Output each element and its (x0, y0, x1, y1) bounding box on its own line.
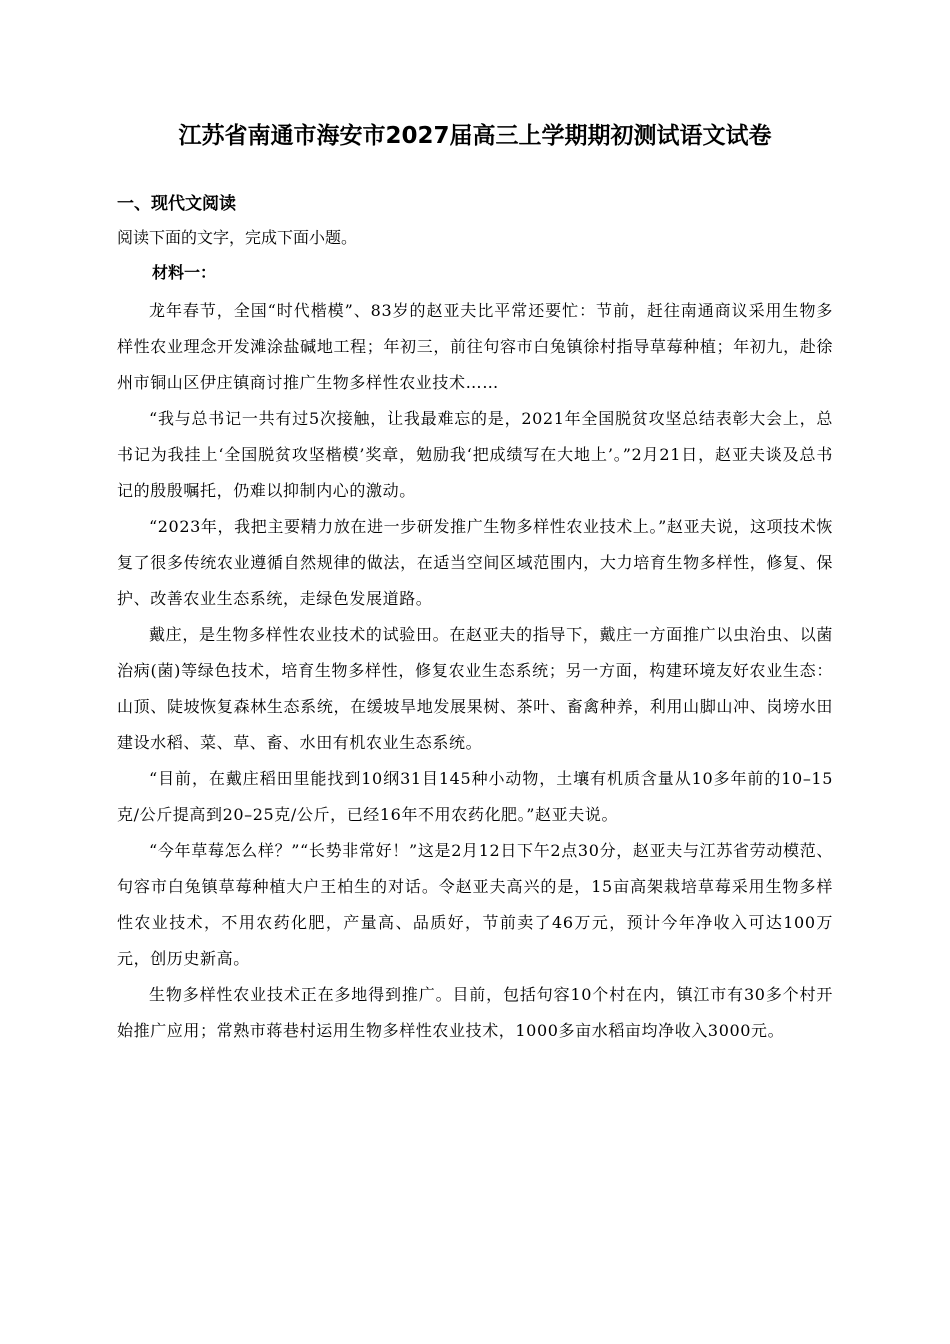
paragraph-5: “目前，在戴庄稻田里能找到10纲31目145种小动物，土壤有机质含量从10多年前的10–15克/公斤提高到20–25克/公斤，已经16年不用农药化肥。”赵亚夫说。 (117, 769, 833, 824)
paragraph-3: “2023年，我把主要精力放在进一步研发推广生物多样性农业技术上。”赵亚夫说，这项技术恢复了很多传统农业遵循自然规律的做法，在适当空间区域范围内，大力培育生物多样性，修复、保护、改善农业生态系统，走绿色发展道路。 (117, 517, 833, 608)
section-heading: 一、现代文阅读 (117, 194, 236, 214)
material-label: 材料一： (152, 263, 217, 282)
page-title: 江苏省南通市海安市2027届高三上学期期初测试语文试卷 (178, 123, 772, 149)
paragraph-2: “我与总书记一共有过5次接触，让我最难忘的是，2021年全国脱贫攻坚总结表彰大会上，总书记为我挂上‘全国脱贫攻坚楷模’奖章，勉励我‘把成绩写在大地上’。”2月21日，赵亚夫谈及总书记的殷殷嘱托，仍难以抑制内心的激动。 (117, 409, 833, 500)
paragraph-1: 龙年春节，全国“时代楷模”、83岁的赵亚夫比平常还要忙：节前，赶往南通商议采用生物多样性农业理念开发滩涂盐碱地工程；年初三，前往句容市白兔镇徐村指导草莓种植；年初九，赴徐州市铜山区伊庄镇商讨推广生物多样性农业技术…… (117, 301, 833, 392)
reading-instruction: 阅读下面的文字，完成下面小题。 (117, 228, 358, 247)
paragraph-6: “今年草莓怎么样？”“长势非常好！”这是2月12日下午2点30分，赵亚夫与江苏省劳动模范、句容市白兔镇草莓种植大户王柏生的对话。令赵亚夫高兴的是，15亩高架栽培草莓采用生物多样性农业技术，不用农药化肥，产量高、品质好，节前卖了46万元，预计今年净收入可达100万元，创历史新高。 (117, 841, 833, 968)
paragraph-4: 戴庄，是生物多样性农业技术的试验田。在赵亚夫的指导下，戴庄一方面推广以虫治虫、以菌治病(菌)等绿色技术，培育生物多样性，修复农业生态系统；另一方面，构建环境友好农业生态：山顶、陡坡恢复森林生态系统，在缓坡旱地发展果树、茶叶、畜禽种养，利用山脚山冲、岗塝水田建设水稻、菜、草、畜、水田有机农业生态系统。 (117, 625, 833, 752)
paragraph-7: 生物多样性农业技术正在多地得到推广。目前，包括句容10个村在内，镇江市有30多个村开始推广应用；常熟市蒋巷村运用生物多样性农业技术，1000多亩水稻亩均净收入3000元。 (117, 985, 833, 1040)
article-body (117, 293, 833, 1049)
